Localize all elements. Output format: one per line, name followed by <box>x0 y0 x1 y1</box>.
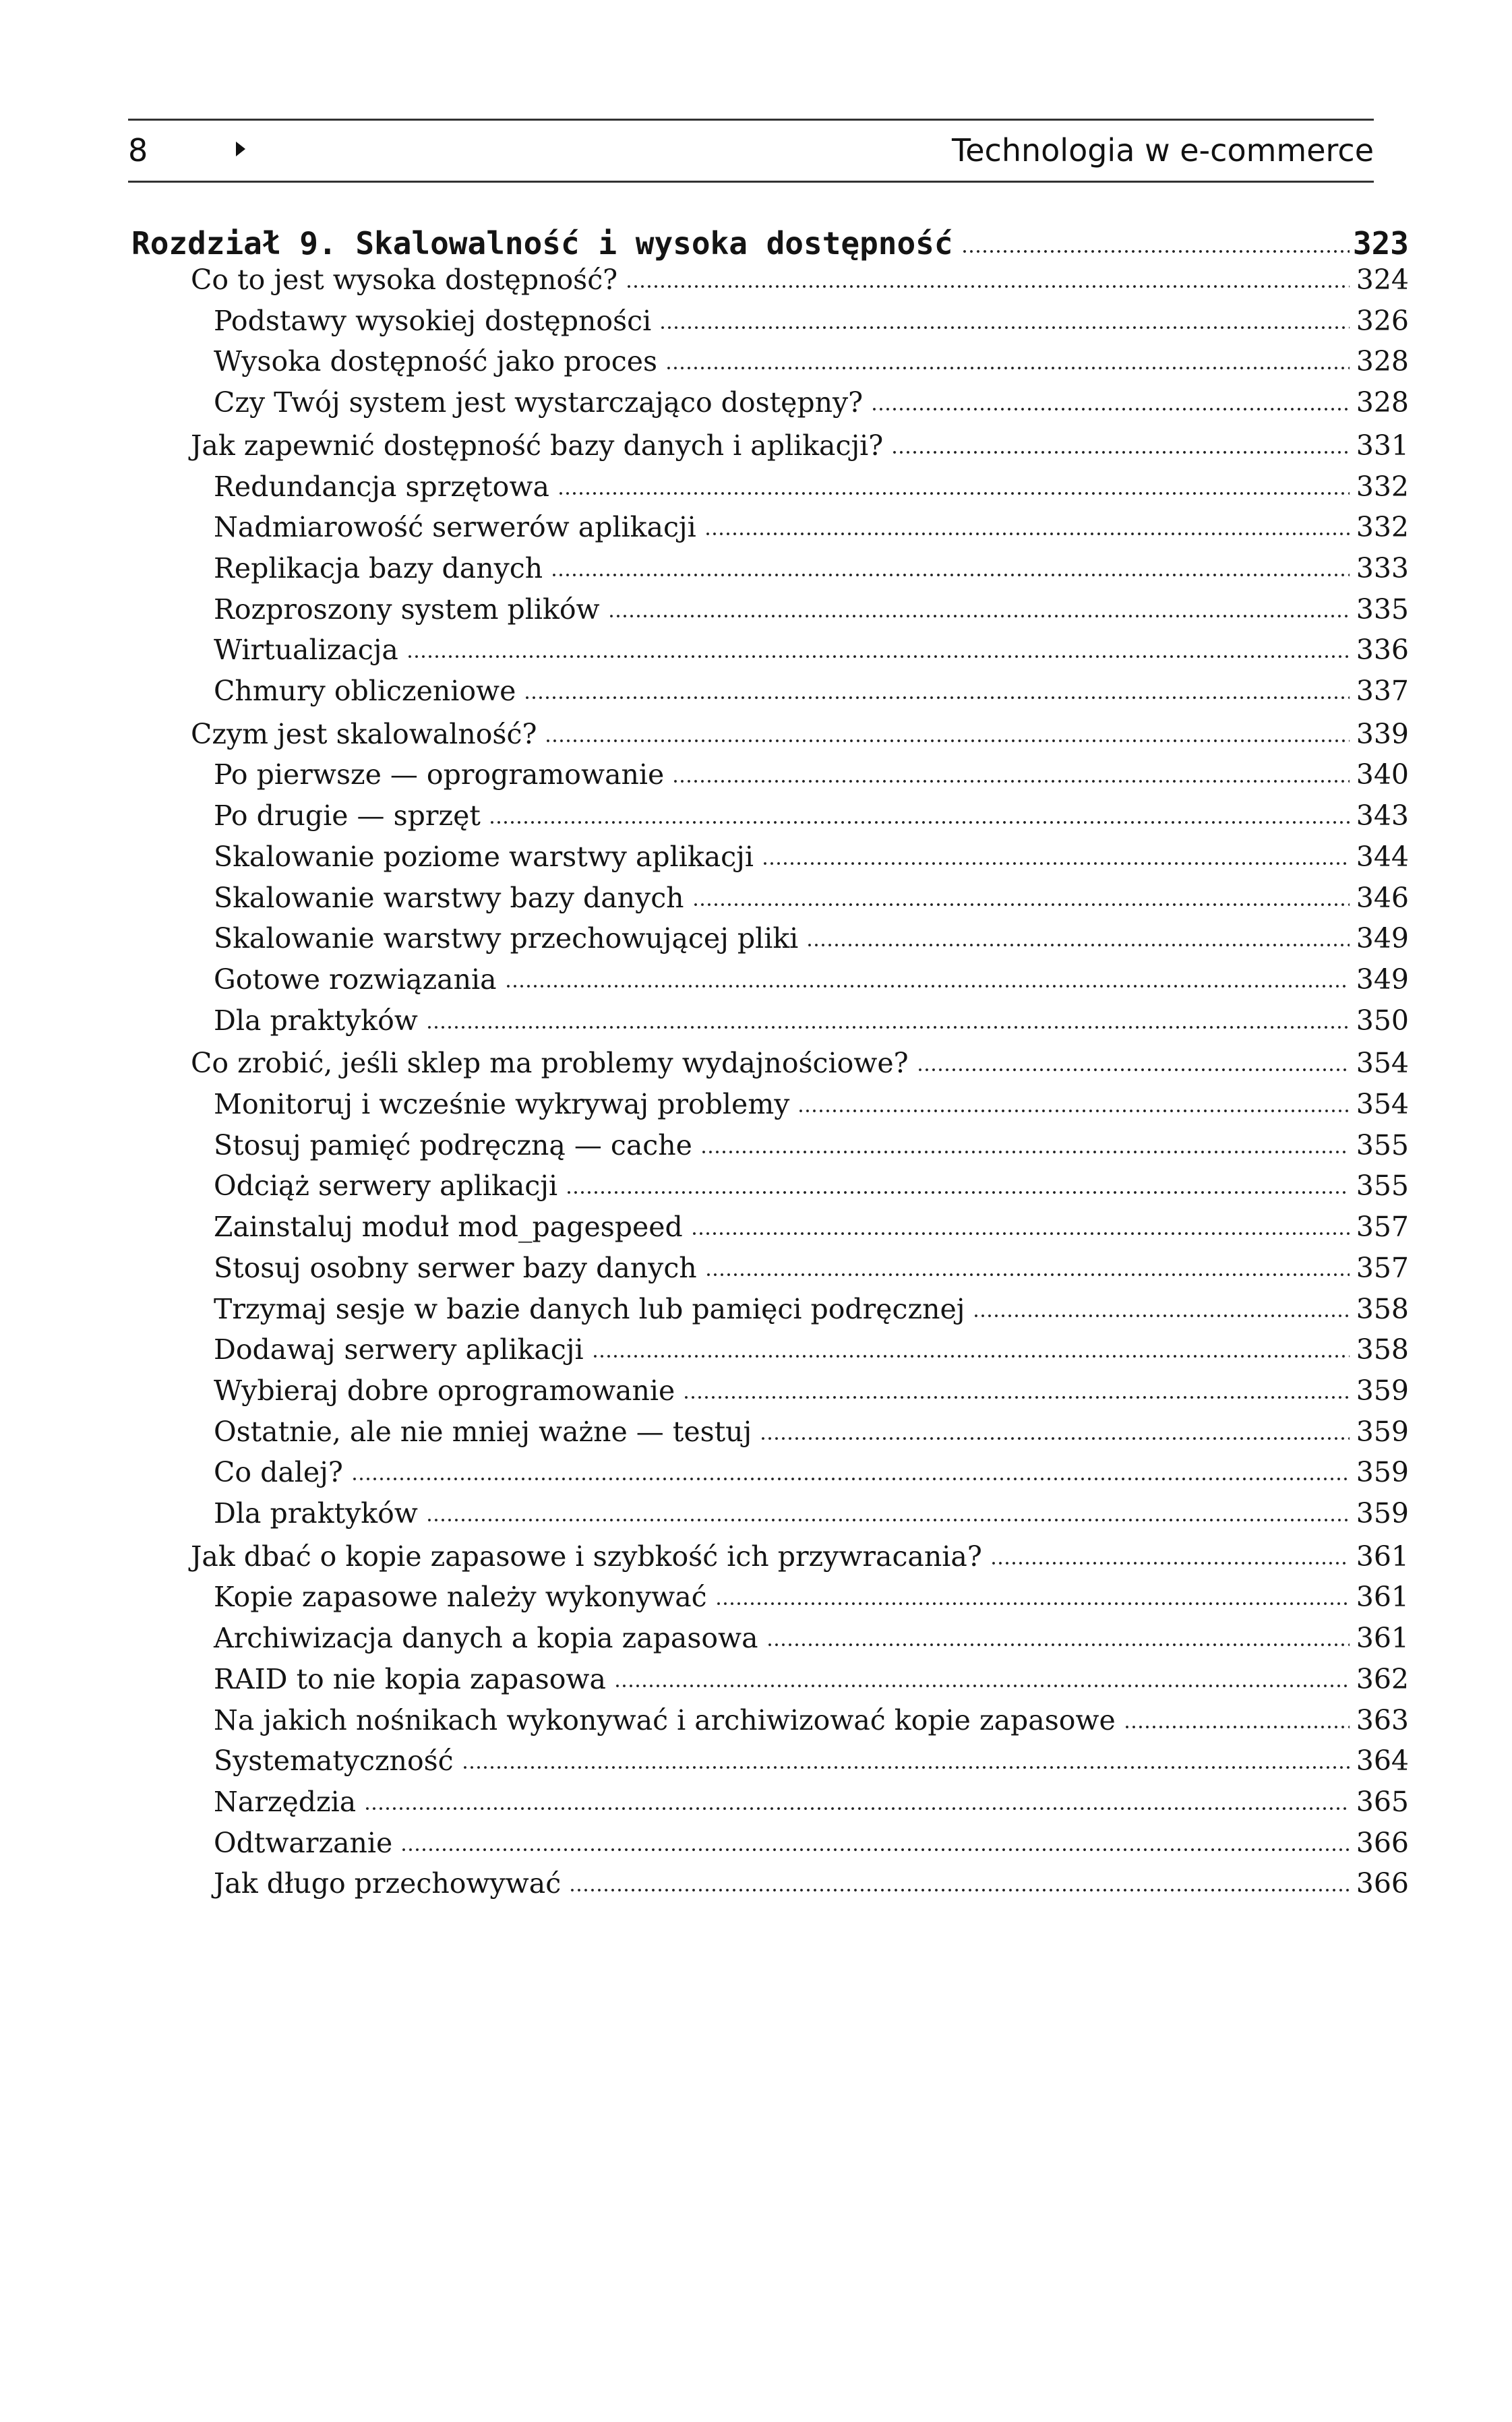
entry-title: Odtwarzanie <box>214 1827 393 1859</box>
dot-leader <box>462 1765 1350 1770</box>
toc-subsection-entry[interactable] <box>131 1854 1409 1898</box>
toc-section-entry[interactable] <box>131 1034 1409 1077</box>
entry-title: Nadmiarowość serwerów aplikacji <box>214 511 696 543</box>
entry-title: Po drugie — sprzęt <box>214 799 481 832</box>
entry-page: 364 <box>1356 1745 1409 1777</box>
entry-page: 340 <box>1356 758 1409 791</box>
toc-subsection-entry[interactable] <box>131 1773 1409 1816</box>
entry-page: 361 <box>1356 1540 1409 1573</box>
chapter-title: Rozdział 9. Skalowalność i wysoka dostępność <box>131 225 953 262</box>
dot-leader <box>705 1272 1350 1277</box>
entry-page: 332 <box>1356 511 1409 543</box>
entry-page: 362 <box>1356 1663 1409 1695</box>
entry-page: 359 <box>1356 1374 1409 1407</box>
toc-subsection-entry[interactable] <box>131 1403 1409 1446</box>
toc-subsection-entry[interactable] <box>131 539 1409 582</box>
dot-leader <box>505 983 1350 989</box>
entry-page: 337 <box>1356 675 1409 707</box>
entry-page: 363 <box>1356 1704 1409 1736</box>
toc-subsection-entry[interactable] <box>131 828 1409 871</box>
entry-page: 336 <box>1356 634 1409 666</box>
toc-subsection-entry[interactable] <box>131 621 1409 664</box>
dot-leader <box>545 738 1350 744</box>
toc-subsection-entry[interactable] <box>131 1443 1409 1486</box>
entry-title: Odciąż serwery aplikacji <box>214 1170 558 1202</box>
dot-leader <box>871 406 1350 412</box>
entry-title: Skalowanie warstwy bazy danych <box>214 882 684 914</box>
entry-title: Wybieraj dobre oprogramowanie <box>214 1374 675 1407</box>
entry-page: 355 <box>1356 1170 1409 1202</box>
toc-subsection-entry[interactable] <box>131 1484 1409 1530</box>
entry-title: Skalowanie poziome warstwy aplikacji <box>214 841 754 873</box>
toc-subsection-entry[interactable] <box>131 746 1409 789</box>
dot-leader <box>683 1395 1350 1400</box>
entry-page: 359 <box>1356 1497 1409 1530</box>
dot-leader <box>797 1108 1350 1114</box>
entry-title: Dodawaj serwery aplikacji <box>214 1333 584 1366</box>
entry-title: Stosuj pamięć podręczną — cache <box>214 1129 692 1161</box>
entry-page: 366 <box>1356 1827 1409 1859</box>
dot-leader <box>608 613 1350 619</box>
entry-title: Wysoka dostępność jako proces <box>214 345 658 377</box>
page-number: 8 <box>128 132 148 169</box>
entry-title: Replikacja bazy danych <box>214 552 543 584</box>
toc-subsection-entry[interactable] <box>131 373 1409 417</box>
entry-title: Jak długo przechowywać <box>214 1867 562 1900</box>
dot-leader <box>692 902 1350 907</box>
toc-subsection-entry[interactable] <box>131 1239 1409 1282</box>
entry-title: RAID to nie kopia zapasowa <box>214 1663 606 1695</box>
dot-leader <box>569 1887 1350 1893</box>
entry-page: 326 <box>1356 305 1409 337</box>
dot-leader <box>400 1847 1350 1852</box>
entry-page: 365 <box>1356 1786 1409 1818</box>
entry-title: Archiwizacja danych a kopia zapasowa <box>214 1622 758 1654</box>
toc-subsection-entry[interactable] <box>131 332 1409 375</box>
toc-subsection-entry[interactable] <box>131 1157 1409 1200</box>
toc-section-entry[interactable] <box>131 251 1409 294</box>
entry-title: Chmury obliczeniowe <box>214 675 516 707</box>
toc-section-entry[interactable] <box>131 1527 1409 1571</box>
entry-title: Dla praktyków <box>214 1004 418 1037</box>
entry-page: 349 <box>1356 922 1409 955</box>
entry-title: Podstawy wysokiej dostępności <box>214 305 652 337</box>
toc-section-entry[interactable] <box>131 417 1409 460</box>
toc-subsection-entry[interactable] <box>131 950 1409 994</box>
entry-title: Zainstaluj moduł mod_pagespeed <box>214 1211 683 1243</box>
dot-leader <box>691 1231 1350 1236</box>
toc-subsection-entry[interactable] <box>131 1280 1409 1323</box>
dot-leader <box>659 325 1350 330</box>
entry-page: 354 <box>1356 1047 1409 1079</box>
entry-page: 335 <box>1356 593 1409 626</box>
entry-page: 361 <box>1356 1622 1409 1654</box>
entry-page: 324 <box>1356 264 1409 296</box>
entry-page: 339 <box>1356 718 1409 750</box>
entry-title: Gotowe rozwiązania <box>214 963 497 996</box>
toc-subsection-entry[interactable] <box>131 1609 1409 1652</box>
dot-leader <box>614 1683 1350 1689</box>
dot-leader <box>426 1025 1350 1030</box>
entry-title: Co zrobić, jeśli sklep ma problemy wydajnościowe? <box>191 1047 909 1079</box>
dot-leader <box>626 284 1350 289</box>
triangle-right-icon <box>236 142 245 156</box>
dot-leader <box>891 450 1350 455</box>
dot-leader <box>917 1067 1350 1072</box>
top-rule <box>128 119 1374 121</box>
entry-page: 349 <box>1356 963 1409 996</box>
entry-title: Po pierwsze — oprogramowanie <box>214 758 665 791</box>
entry-title: Skalowanie warstwy przechowującej pliki <box>214 922 799 955</box>
entry-page: 361 <box>1356 1581 1409 1613</box>
toc-subsection-entry[interactable] <box>131 909 1409 955</box>
toc-subsection-entry[interactable] <box>131 1814 1409 1857</box>
entry-page: 328 <box>1356 386 1409 419</box>
entry-title: Trzymaj sesje w bazie danych lub pamięci podręcznej <box>214 1293 965 1325</box>
entry-page: 358 <box>1356 1293 1409 1325</box>
dot-leader <box>351 1476 1350 1482</box>
entry-page: 346 <box>1356 882 1409 914</box>
dot-leader <box>566 1190 1350 1195</box>
entry-page: 343 <box>1356 799 1409 832</box>
dot-leader <box>990 1561 1350 1566</box>
dot-leader <box>672 779 1350 784</box>
entry-page: 354 <box>1356 1088 1409 1120</box>
entry-title: Rozproszony system plików <box>214 593 600 626</box>
toc-subsection-entry[interactable] <box>131 1732 1409 1775</box>
entry-title: Wirtualizacja <box>214 634 398 666</box>
dot-leader <box>806 942 1350 948</box>
entry-title: Ostatnie, ale nie mniej ważne — testuj <box>214 1416 752 1448</box>
entry-page: 328 <box>1356 345 1409 377</box>
toc-subsection-entry[interactable] <box>131 498 1409 541</box>
toc-subsection-entry[interactable] <box>131 1075 1409 1118</box>
toc-section-entry[interactable] <box>131 705 1409 748</box>
entry-page: 333 <box>1356 552 1409 584</box>
entry-title: Dla praktyków <box>214 1497 418 1530</box>
entry-title: Stosuj osobny serwer bazy danych <box>214 1252 697 1284</box>
entry-page: 350 <box>1356 1004 1409 1037</box>
dot-leader <box>700 1149 1350 1155</box>
dot-leader <box>665 365 1350 371</box>
entry-page: 366 <box>1356 1867 1409 1900</box>
dot-leader <box>426 1517 1350 1523</box>
entry-title: Narzędzia <box>214 1786 357 1818</box>
toc-subsection-entry[interactable] <box>131 1362 1409 1405</box>
dot-leader <box>762 861 1350 866</box>
toc-subsection-entry[interactable] <box>131 869 1409 912</box>
entry-title: Redundancja sprzętowa <box>214 471 549 503</box>
entry-page: 344 <box>1356 841 1409 873</box>
toc-subsection-entry[interactable] <box>131 458 1409 501</box>
entry-title: Jak dbać o kopie zapasowe i szybkość ich przywracania? <box>191 1540 982 1573</box>
entry-page: 357 <box>1356 1211 1409 1243</box>
entry-title: Czym jest skalowalność? <box>191 718 537 750</box>
dot-leader <box>524 695 1350 700</box>
chapter-page: 323 <box>1352 225 1409 262</box>
dot-leader <box>715 1601 1350 1606</box>
page-header <box>128 128 1374 175</box>
dot-leader <box>592 1354 1350 1359</box>
toc-subsection-entry[interactable] <box>131 1321 1409 1364</box>
entry-title: Co dalej? <box>214 1456 343 1488</box>
entry-title: Na jakich nośnikach wykonywać i archiwizować kopie zapasowe <box>214 1704 1116 1736</box>
dot-leader <box>551 572 1350 578</box>
toc-subsection-entry[interactable] <box>131 580 1409 624</box>
dot-leader <box>489 820 1350 825</box>
dot-leader <box>704 531 1350 537</box>
toc-subsection-entry[interactable] <box>131 292 1409 335</box>
entry-title: Systematyczność <box>214 1745 454 1777</box>
dot-leader <box>1124 1724 1350 1730</box>
entry-title: Czy Twój system jest wystarczająco dostępny? <box>214 386 864 419</box>
toc-subsection-entry[interactable] <box>131 1116 1409 1159</box>
header-rule <box>128 181 1374 183</box>
entry-title: Jak zapewnić dostępność bazy danych i aplikacji? <box>191 429 884 462</box>
dot-leader <box>766 1642 1350 1647</box>
running-title: Technologia w e-commerce <box>951 132 1374 169</box>
entry-page: 355 <box>1356 1129 1409 1161</box>
dot-leader <box>364 1806 1350 1811</box>
toc-subsection-entry[interactable] <box>131 787 1409 830</box>
dot-leader <box>406 654 1350 659</box>
entry-page: 359 <box>1356 1456 1409 1488</box>
entry-title: Co to jest wysoka dostępność? <box>191 264 618 296</box>
dot-leader <box>557 491 1350 496</box>
entry-title: Kopie zapasowe należy wykonywać <box>214 1581 707 1613</box>
entry-title: Monitoruj i wcześnie wykrywaj problemy <box>214 1088 790 1120</box>
entry-page: 357 <box>1356 1252 1409 1284</box>
toc-subsection-entry[interactable] <box>131 1198 1409 1241</box>
toc-subsection-entry[interactable] <box>131 1691 1409 1734</box>
entry-page: 358 <box>1356 1333 1409 1366</box>
dot-leader <box>973 1313 1350 1319</box>
toc-subsection-entry[interactable] <box>131 1568 1409 1611</box>
toc-subsection-entry[interactable] <box>131 662 1409 705</box>
dot-leader <box>760 1436 1350 1441</box>
entry-page: 332 <box>1356 471 1409 503</box>
entry-page: 359 <box>1356 1416 1409 1448</box>
entry-page: 331 <box>1356 429 1409 462</box>
toc-subsection-entry[interactable] <box>131 992 1409 1035</box>
toc-subsection-entry[interactable] <box>131 1650 1409 1693</box>
